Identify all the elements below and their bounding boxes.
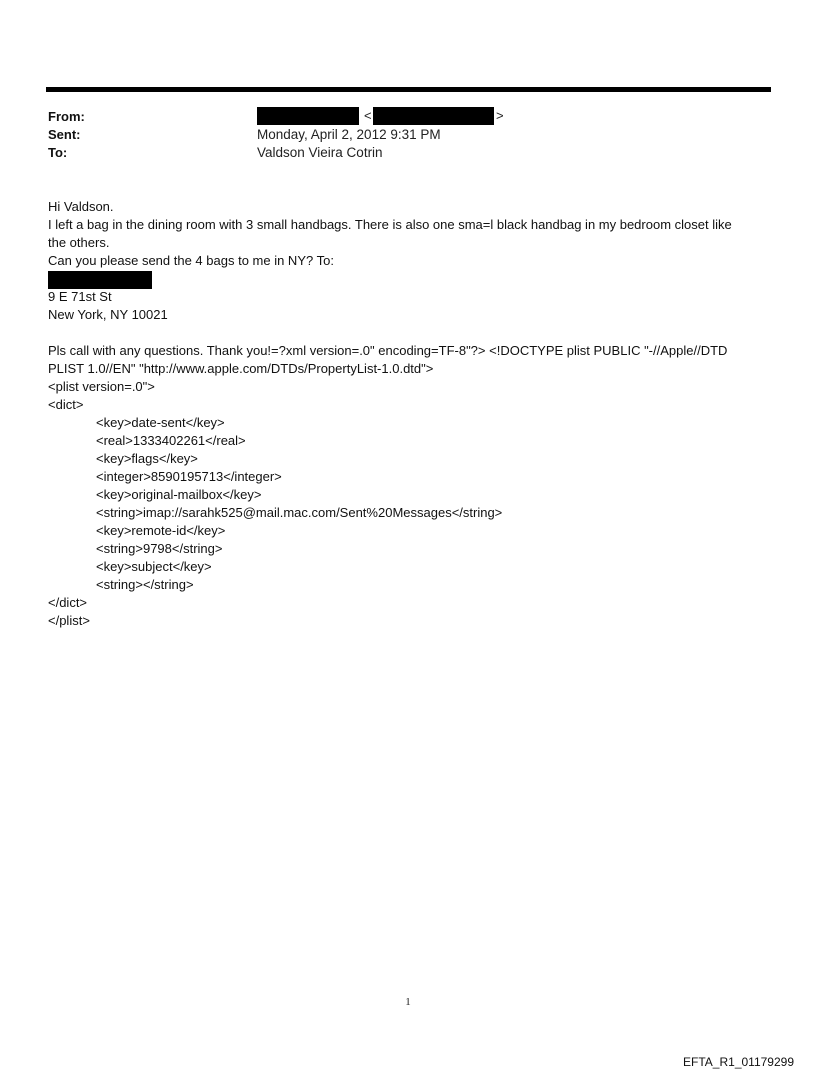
sender-close-bracket: > xyxy=(496,108,504,123)
address-street: 9 E 71st St xyxy=(48,289,112,304)
greeting: Hi Valdson. xyxy=(48,199,114,214)
dict-line: <key>original-mailbox</key> xyxy=(96,487,262,502)
plist-close-tag: </plist> xyxy=(48,613,90,628)
sender-open-bracket: < xyxy=(364,108,372,123)
dict-line: <string>9798</string> xyxy=(96,541,223,556)
sent-label: Sent: xyxy=(48,127,81,142)
dict-line: <string></string> xyxy=(96,577,194,592)
dict-line: <key>date-sent</key> xyxy=(96,415,225,430)
document-id: EFTA_R1_01179299 xyxy=(683,1055,794,1069)
dict-line: <integer>8590195713</integer> xyxy=(96,469,282,484)
dict-open-tag: <dict> xyxy=(48,397,84,412)
closing-line-1: Pls call with any questions. Thank you!=?xml version=.0" encoding=TF-8"?> <!DOCTYPE plist PUBLIC "-//Apple//DTD xyxy=(48,343,728,358)
closing-line-2: PLIST 1.0//EN" "http://www.apple.com/DTDs/PropertyList-1.0.dtd"> xyxy=(48,361,434,376)
dict-line: <key>subject</key> xyxy=(96,559,212,574)
body-line-2: the others. xyxy=(48,235,110,250)
message-body xyxy=(48,198,768,630)
body-line-1: I left a bag in the dining room with 3 small handbags. There is also one sma=l black handbag in my bedroom closet like xyxy=(48,217,732,232)
sent-value: Monday, April 2, 2012 9:31 PM xyxy=(257,127,441,142)
header-divider xyxy=(46,87,771,92)
blank-line xyxy=(48,324,768,342)
body-line-3: Can you please send the 4 bags to me in NY? To: xyxy=(48,253,334,268)
redacted-recipient-line xyxy=(48,270,768,288)
address-city: New York, NY 10021 xyxy=(48,307,168,322)
from-label: From: xyxy=(48,109,85,124)
to-label: To: xyxy=(48,145,68,160)
dict-line: <key>remote-id</key> xyxy=(96,523,226,538)
dict-close-tag: </dict> xyxy=(48,595,88,610)
dict-line: <real>1333402261</real> xyxy=(96,433,246,448)
redacted-sender-email xyxy=(373,107,494,125)
plist-open-tag: <plist version=.0"> xyxy=(48,379,155,394)
redacted-sender-name xyxy=(257,107,359,125)
to-value: Valdson Vieira Cotrin xyxy=(257,145,383,160)
dict-line: <string>imap://sarahk525@mail.mac.com/Sent%20Messages</string> xyxy=(96,505,503,520)
dict-line: <key>flags</key> xyxy=(96,451,198,466)
redacted-recipient-name xyxy=(48,271,152,289)
page-number: 1 xyxy=(405,996,411,1008)
